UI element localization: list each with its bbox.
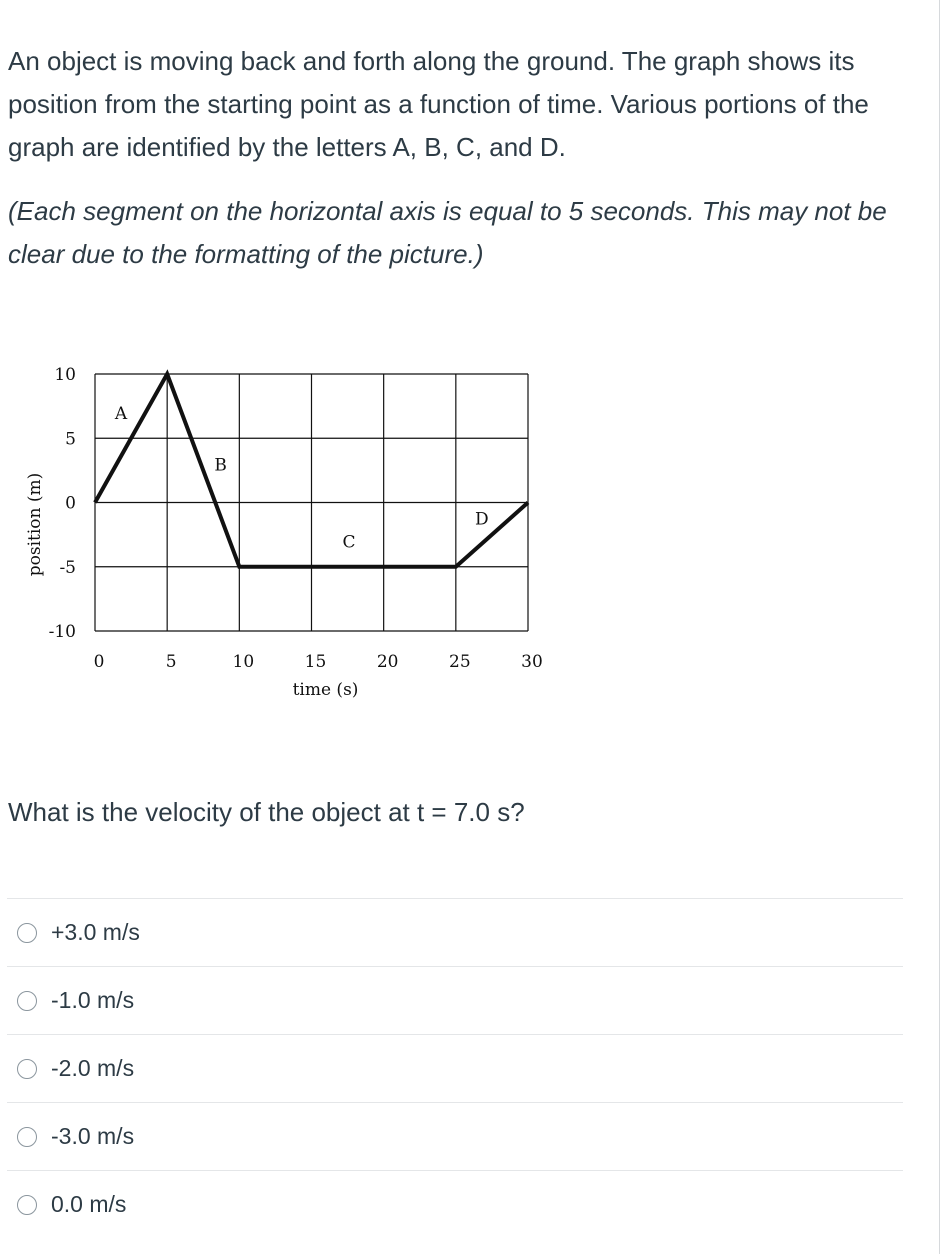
answer-option[interactable] — [7, 1102, 903, 1170]
axis-note: (Each segment on the horizontal axis is equal to 5 seconds. This may not be clear due to the formatting of the picture.) — [8, 196, 887, 269]
radio-button[interactable] — [17, 1195, 37, 1215]
radio-button[interactable] — [17, 923, 37, 943]
answer-option[interactable] — [7, 966, 903, 1034]
answer-label: 0.0 m/s — [51, 1191, 127, 1217]
radio-button[interactable] — [17, 1059, 37, 1079]
segment-label-c: C — [342, 532, 356, 553]
answer-list — [7, 898, 903, 1238]
position-time-graph — [0, 350, 560, 720]
answer-label: +3.0 m/s — [51, 919, 140, 945]
x-tick-label: 5 — [165, 652, 177, 672]
radio-button[interactable] — [17, 991, 37, 1011]
answer-label: -1.0 m/s — [51, 987, 135, 1013]
y-tick-label: -5 — [59, 557, 76, 578]
question-prompt: An object is moving back and forth along the ground. The graph shows its position from the starting point as a function of time. Various portions of the graph are identified by the letters A, B, C, and D. — [8, 46, 869, 162]
x-tick-label: 10 — [232, 652, 255, 672]
question-text: What is the velocity of the object at t = 7.0 s? — [8, 797, 525, 827]
y-tick-label: 0 — [65, 493, 76, 514]
segment-label-a: A — [114, 403, 128, 424]
answer-option[interactable] — [7, 1170, 903, 1238]
x-tick-label: 0 — [93, 652, 105, 672]
x-tick-label: 15 — [304, 652, 327, 672]
y-tick-label: 10 — [54, 365, 76, 385]
answer-option[interactable] — [7, 1034, 903, 1102]
x-tick-label: 30 — [521, 652, 543, 672]
x-axis-label: time (s) — [292, 680, 359, 700]
y-tick-label: 5 — [65, 429, 76, 450]
y-axis-label: position (m) — [25, 472, 45, 577]
segment-label-b: B — [214, 455, 227, 476]
x-tick-label: 20 — [376, 652, 399, 672]
answer-label: -2.0 m/s — [51, 1055, 135, 1081]
answer-label: -3.0 m/s — [51, 1123, 135, 1149]
radio-button[interactable] — [17, 1127, 37, 1147]
panel-right-border — [939, 0, 940, 1254]
segment-label-d: D — [474, 509, 489, 530]
answer-option[interactable] — [7, 898, 903, 966]
x-tick-label: 25 — [449, 652, 471, 672]
y-tick-label: -10 — [48, 622, 76, 642]
